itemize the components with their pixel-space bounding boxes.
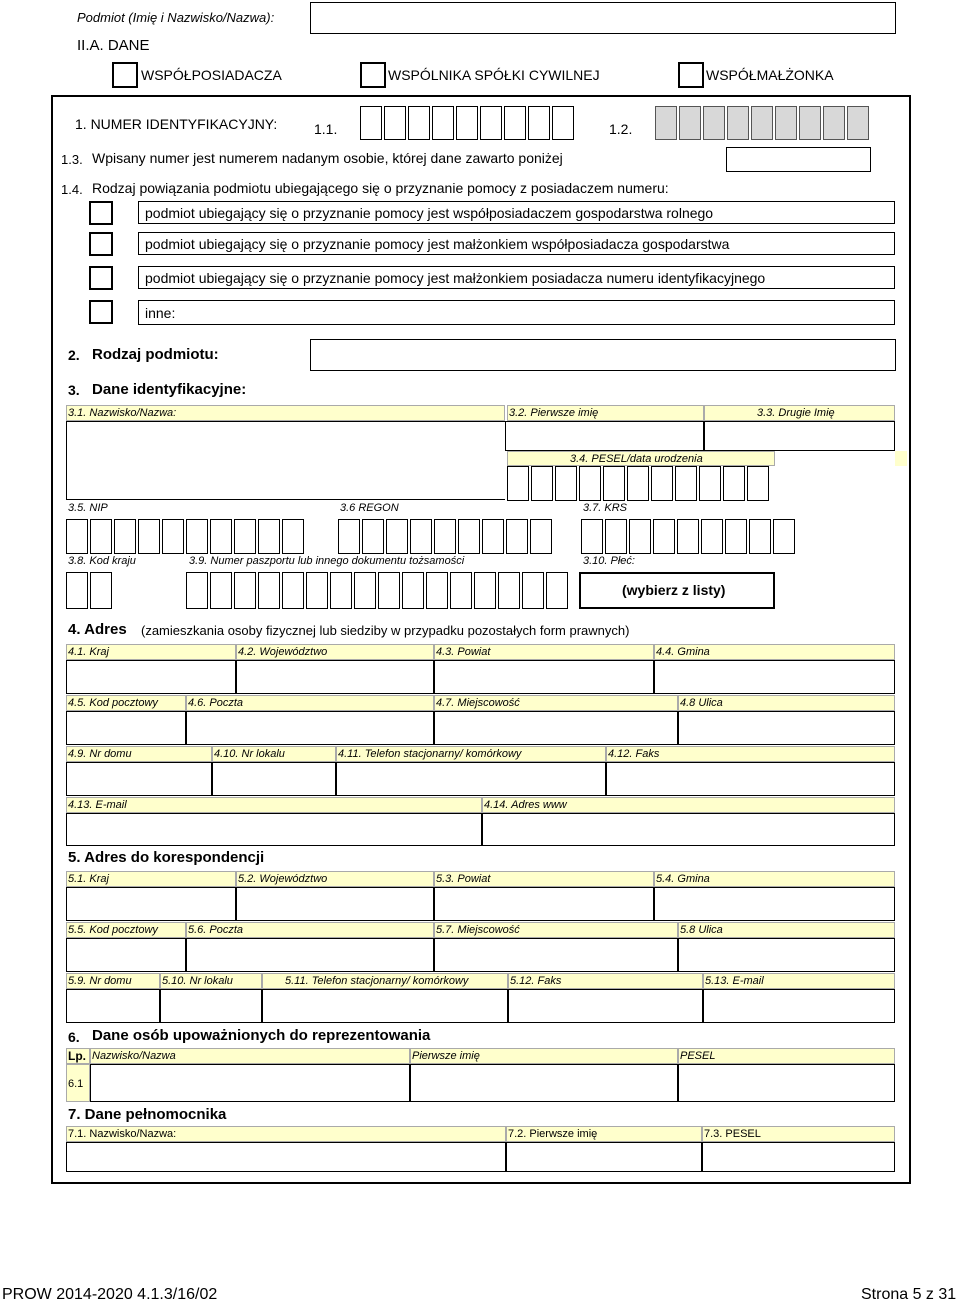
corr-commune-field[interactable] (654, 887, 895, 921)
nip-digit[interactable] (90, 519, 112, 554)
role-checkbox-wspolmalzonek[interactable] (678, 62, 704, 88)
regon-digit[interactable] (386, 519, 408, 554)
nip-digits (66, 519, 306, 554)
s3-title: Dane identyfikacyjne: (92, 381, 247, 398)
regon-digit[interactable] (506, 519, 528, 554)
label-4-5: 4.5. Kod pocztowy (66, 695, 186, 711)
id-digit[interactable] (528, 106, 550, 140)
label-5-12: 5.12. Faks (508, 973, 703, 989)
section-title: II.A. DANE (77, 37, 150, 54)
regon-digit[interactable] (482, 519, 504, 554)
col-pesel: PESEL (678, 1048, 895, 1064)
pesel-digit[interactable] (747, 466, 769, 501)
regon-digit[interactable] (338, 519, 360, 554)
label-5-4: 5.4. Gmina (654, 871, 895, 887)
s4-num: 4. (68, 621, 81, 638)
proxy-surname-field[interactable] (66, 1142, 506, 1172)
id-digit[interactable] (360, 106, 382, 140)
passport-digit[interactable] (186, 572, 208, 609)
pesel-digit[interactable] (507, 466, 529, 501)
label-5-5: 5.5. Kod pocztowy (66, 922, 186, 938)
id2-digit (823, 106, 845, 140)
id2-digit (799, 106, 821, 140)
role-checkbox-wspolnik[interactable] (360, 62, 386, 88)
s5-title: 5. Adres do korespondencji (68, 849, 265, 866)
proxy-first-name-field[interactable] (506, 1142, 702, 1172)
id-digit[interactable] (408, 106, 430, 140)
surname-field[interactable] (66, 421, 505, 500)
link-option-checkbox-3[interactable] (89, 266, 113, 290)
label-5-6: 5.6. Poczta (186, 922, 434, 938)
label-3-4: 3.4. PESEL/data urodzenia (507, 451, 775, 466)
regon-digit[interactable] (410, 519, 432, 554)
corr-street-field[interactable] (678, 938, 895, 972)
label-4-6: 4.6. Poczta (186, 695, 434, 711)
krs-digit[interactable] (773, 519, 795, 554)
address-fax-field[interactable] (606, 762, 895, 796)
pesel-digit[interactable] (555, 466, 577, 501)
role-checkbox-wspolposiadacz[interactable] (112, 62, 138, 88)
link-option-label-2: podmiot ubiegający się o przyznanie pomocy jest małżonkiem współposiadacza gospodarstwa (145, 236, 730, 252)
id-digit[interactable] (480, 106, 502, 140)
s1-title: 1. NUMER IDENTYFIKACYJNY: (75, 116, 278, 132)
address-county-field[interactable] (434, 660, 654, 694)
label-4-2: 4.2. Województwo (236, 644, 434, 660)
passport-digit[interactable] (426, 572, 448, 609)
country-digit[interactable] (90, 572, 112, 609)
id2-digit (703, 106, 725, 140)
pesel-digits (507, 466, 771, 501)
label-5-13: 5.13. E-mail (703, 973, 895, 989)
role-label-wspolmalzonek: WSPÓŁMAŁŻONKA (706, 67, 834, 83)
corr-country-field[interactable] (66, 887, 236, 921)
label-4-12: 4.12. Faks (606, 746, 895, 762)
label-3-8: 3.8. Kod kraju (68, 555, 136, 567)
passport-digit[interactable] (450, 572, 472, 609)
id-number-digits (360, 106, 576, 140)
passport-digits (186, 572, 570, 609)
address-country-field[interactable] (66, 660, 236, 694)
label-3-1: 3.1. Nazwisko/Nazwa: (66, 405, 505, 421)
footer-page-number: Strona 5 z 31 (861, 1286, 957, 1303)
passport-digit[interactable] (378, 572, 400, 609)
passport-digit[interactable] (234, 572, 256, 609)
country-code-digits (66, 572, 114, 609)
passport-digit[interactable] (330, 572, 352, 609)
label-5-11: 5.11. Telefon stacjonarny/ komórkowy (262, 973, 508, 989)
address-post-office-field[interactable] (186, 711, 434, 745)
label-3-10: 3.10. Płeć: (583, 555, 635, 567)
label-4-13: 4.13. E-mail (66, 797, 482, 813)
podmiot-label: Podmiot (Imię i Nazwisko/Nazwa): (77, 10, 275, 25)
address-phone-field[interactable] (336, 762, 606, 796)
rep-first-name-field[interactable] (410, 1064, 678, 1102)
s3-num: 3. (68, 382, 80, 398)
corr-house-number-field[interactable] (66, 989, 160, 1023)
regon-digits (338, 519, 554, 554)
regon-digit[interactable] (434, 519, 456, 554)
passport-digit[interactable] (306, 572, 328, 609)
address-voivodeship-field[interactable] (236, 660, 434, 694)
link-option-checkbox-2[interactable] (89, 232, 113, 256)
label-3-3: 3.3. Drugie Imię (704, 405, 895, 421)
label-4-8: 4.8 Ulica (678, 695, 895, 711)
corr-fax-field[interactable] (508, 989, 703, 1023)
podmiot-name-field[interactable] (310, 2, 896, 34)
address-flat-number-field[interactable] (212, 762, 336, 796)
nip-digit[interactable] (138, 519, 160, 554)
label-7-3: 7.3. PESEL (702, 1126, 895, 1142)
country-digit[interactable] (66, 572, 88, 609)
pesel-digit[interactable] (675, 466, 697, 501)
regon-digit[interactable] (530, 519, 552, 554)
label-4-9: 4.9. Nr domu (66, 746, 212, 762)
address-email-field[interactable] (66, 813, 482, 846)
label-5-1: 5.1. Kraj (66, 871, 236, 887)
link-option-label-1: podmiot ubiegający się o przyznanie pomocy jest współposiadaczem gospodarstwa rolnego (145, 205, 714, 221)
id-digit[interactable] (504, 106, 526, 140)
pesel-digit[interactable] (579, 466, 601, 501)
id2-digit (775, 106, 797, 140)
regon-digit[interactable] (458, 519, 480, 554)
address-street-field[interactable] (678, 711, 895, 745)
passport-digit[interactable] (498, 572, 520, 609)
link-option-4-field[interactable] (138, 300, 895, 325)
pesel-digit[interactable] (531, 466, 553, 501)
passport-digit[interactable] (210, 572, 232, 609)
address-house-number-field[interactable] (66, 762, 212, 796)
passport-digit[interactable] (402, 572, 424, 609)
nip-digit[interactable] (210, 519, 232, 554)
nip-digit[interactable] (66, 519, 88, 554)
label-4-11: 4.11. Telefon stacjonarny/ komórkowy (336, 746, 606, 762)
krs-digit[interactable] (581, 519, 603, 554)
krs-digit[interactable] (677, 519, 699, 554)
label-7-2: 7.2. Pierwsze imię (506, 1126, 702, 1142)
s4-title (68, 622, 127, 637)
address-city-field[interactable] (434, 711, 678, 745)
s4-subtitle: (zamieszkania osoby fizycznej lub siedziby w przypadku pozostałych form prawnych) (141, 623, 630, 638)
krs-digit[interactable] (725, 519, 747, 554)
id-digit[interactable] (456, 106, 478, 140)
first-name-field[interactable] (505, 421, 704, 451)
link-option-checkbox-1[interactable] (89, 201, 113, 225)
corr-voivodeship-field[interactable] (236, 887, 434, 921)
role-label-wspolposiadacz: WSPÓŁPOSIADACZA (141, 67, 282, 83)
krs-digit[interactable] (629, 519, 651, 554)
corr-city-field[interactable] (434, 938, 678, 972)
nip-digit[interactable] (234, 519, 256, 554)
label-5-9: 5.9. Nr domu (66, 973, 160, 989)
s1-4-text: Rodzaj powiązania podmiotu ubiegającego się o przyznanie pomocy z posiadaczem numeru: (92, 180, 669, 196)
nip-digit[interactable] (282, 519, 304, 554)
rep-pesel-field[interactable] (678, 1064, 895, 1102)
role-label-wspolnik: WSPÓLNIKA SPÓŁKI CYWILNEJ (388, 67, 600, 83)
address-www-field[interactable] (482, 813, 895, 846)
nip-digit[interactable] (114, 519, 136, 554)
proxy-pesel-field[interactable] (702, 1142, 895, 1172)
label-4-3: 4.3. Powiat (434, 644, 654, 660)
s2-title: Rodzaj podmiotu: (92, 346, 219, 363)
id2-digit (679, 106, 701, 140)
label-4-14: 4.14. Adres www (482, 797, 895, 813)
pesel-digit[interactable] (603, 466, 625, 501)
s4-title-text: Adres (84, 621, 127, 638)
label-5-10: 5.10. Nr lokalu (160, 973, 262, 989)
id-digit[interactable] (384, 106, 406, 140)
gender-select-value: (wybierz z listy) (622, 582, 726, 598)
s1-1-num: 1.1. (314, 121, 338, 137)
col-imie: Pierwsze imię (410, 1048, 678, 1064)
address-postcode-field[interactable] (66, 711, 186, 745)
link-option-checkbox-4[interactable] (89, 300, 113, 324)
s6-title: Dane osób upoważnionych do reprezentowania (92, 1027, 431, 1044)
pesel-digit[interactable] (723, 466, 745, 501)
label-3-9: 3.9. Numer paszportu lub innego dokumentu tożsamości (189, 555, 465, 567)
krs-digit[interactable] (701, 519, 723, 554)
pesel-digit[interactable] (699, 466, 721, 501)
krs-digit[interactable] (749, 519, 771, 554)
label-5-7: 5.7. Miejscowość (434, 922, 678, 938)
second-name-field[interactable] (704, 421, 895, 451)
label-3-5: 3.5. NIP (68, 502, 108, 514)
id2-digit (727, 106, 749, 140)
id2-digit (847, 106, 869, 140)
passport-digit[interactable] (258, 572, 280, 609)
link-option-label-4: inne: (145, 305, 176, 321)
label-3-2: 3.2. Pierwsze imię (507, 405, 704, 421)
corr-flat-number-field[interactable] (160, 989, 262, 1023)
corr-county-field[interactable] (434, 887, 654, 921)
s7-title: 7. Dane pełnomocnika (68, 1106, 227, 1123)
passport-digit[interactable] (354, 572, 376, 609)
pesel-digit[interactable] (627, 466, 649, 501)
regon-digit[interactable] (362, 519, 384, 554)
rep-surname-field[interactable] (90, 1064, 410, 1102)
s1-3-text: Wpisany numer jest numerem nadanym osobie, której dane zawarto poniżej (92, 150, 563, 166)
id-number-digits-2 (655, 106, 871, 140)
id2-digit (751, 106, 773, 140)
s1-4-num: 1.4. (61, 182, 83, 197)
corr-post-office-field[interactable] (186, 938, 434, 972)
passport-digit[interactable] (474, 572, 496, 609)
s1-2-num: 1.2. (609, 121, 633, 137)
passport-digit[interactable] (522, 572, 544, 609)
pesel-highlight (895, 451, 907, 466)
nip-digit[interactable] (162, 519, 184, 554)
passport-digit[interactable] (282, 572, 304, 609)
col-lp: Lp. (66, 1048, 90, 1064)
link-option-label-3: podmiot ubiegający się o przyznanie pomocy jest małżonkiem posiadacza numeru identyfikacyjnego (145, 270, 766, 286)
s1-3-num: 1.3. (61, 152, 83, 167)
krs-digit[interactable] (653, 519, 675, 554)
s1-3-field[interactable] (726, 147, 871, 172)
label-4-10: 4.10. Nr lokalu (212, 746, 336, 762)
id2-digit (655, 106, 677, 140)
label-5-8: 5.8 Ulica (678, 922, 895, 938)
col-nazwisko: Nazwisko/Nazwa (90, 1048, 410, 1064)
pesel-digit[interactable] (651, 466, 673, 501)
label-5-3: 5.3. Powiat (434, 871, 654, 887)
label-4-7: 4.7. Miejscowość (434, 695, 678, 711)
corr-postcode-field[interactable] (66, 938, 186, 972)
nip-digit[interactable] (186, 519, 208, 554)
krs-digits (581, 519, 797, 554)
s6-num: 6. (68, 1029, 80, 1045)
corr-phone-field[interactable] (262, 989, 508, 1023)
passport-digit[interactable] (546, 572, 568, 609)
label-3-6: 3.6 REGON (340, 502, 399, 514)
id-digit[interactable] (432, 106, 454, 140)
entity-type-field[interactable] (310, 339, 896, 371)
corr-email-field[interactable] (703, 989, 895, 1023)
label-4-4: 4.4. Gmina (654, 644, 895, 660)
footer-doc-code: PROW 2014-2020 4.1.3/16/02 (2, 1286, 218, 1303)
label-4-1: 4.1. Kraj (66, 644, 236, 660)
krs-digit[interactable] (605, 519, 627, 554)
label-3-7: 3.7. KRS (583, 502, 628, 514)
label-5-2: 5.2. Województwo (236, 871, 434, 887)
s2-num: 2. (68, 347, 80, 363)
nip-digit[interactable] (258, 519, 280, 554)
id-digit[interactable] (552, 106, 574, 140)
address-commune-field[interactable] (654, 660, 895, 694)
label-7-1: 7.1. Nazwisko/Nazwa: (66, 1126, 506, 1142)
row-6-1-num: 6.1 (66, 1064, 90, 1102)
